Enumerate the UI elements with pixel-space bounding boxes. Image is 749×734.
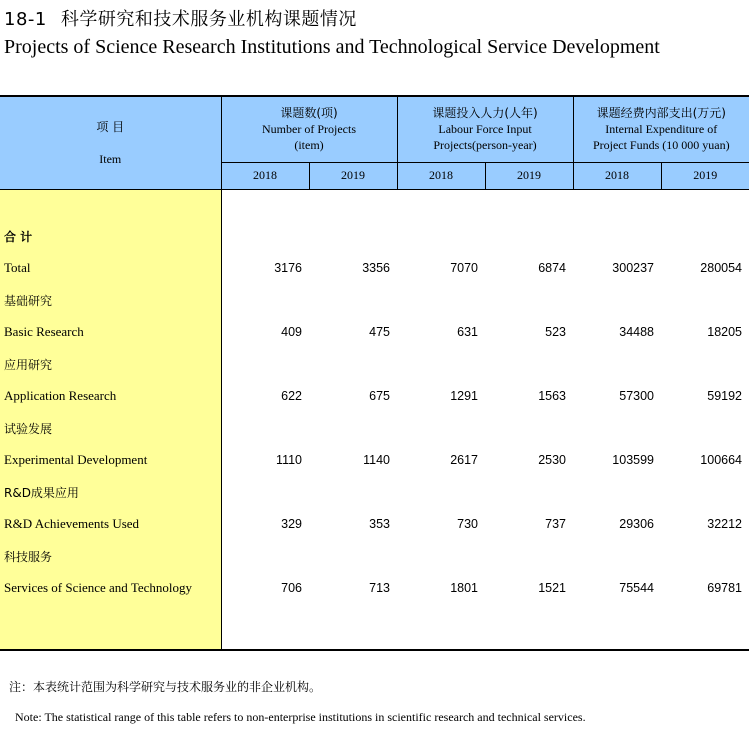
table-row-cn [0, 220, 749, 252]
cell-value: 103599 [612, 453, 655, 467]
cell-value: 737 [545, 517, 567, 531]
cell-value: 353 [369, 517, 391, 531]
row-label-en: Application Research [0, 380, 221, 412]
year-header: 2018 [397, 162, 485, 189]
cell-value: 622 [281, 389, 302, 403]
note-en: Note: The statistical range of this table refers to non-enterprise institutions in scientific research and technical services. [15, 710, 586, 724]
row-label-en: Services of Science and Technology [0, 572, 221, 604]
table-row [0, 316, 749, 348]
data-table [0, 95, 749, 651]
row-label-en: Basic Research [0, 316, 221, 348]
row-label-cn: R&D成果应用 [0, 476, 221, 508]
cell-value: 6874 [538, 261, 567, 275]
cell-value: 57300 [619, 389, 655, 403]
row-label-cn: 科技服务 [0, 540, 221, 572]
table-row-cn [0, 412, 749, 444]
cell-value: 713 [369, 581, 391, 595]
cell-value: 1110 [276, 453, 302, 467]
item-header-cn: 项 目 [96, 119, 125, 134]
group-header-cn: 课题经费内部支出(万元) [596, 106, 726, 121]
table-row-cn [0, 476, 749, 508]
year-header: 2019 [661, 162, 749, 189]
row-label-en: Experimental Development [0, 444, 221, 476]
cell-value: 300237 [612, 261, 655, 275]
cell-value: 2530 [538, 453, 567, 467]
year-header: 2018 [573, 162, 661, 189]
table-title-en: Projects of Science Research Institutions and Technological Service Development [4, 36, 660, 58]
cell-value: 18205 [707, 325, 743, 339]
item-header [0, 96, 221, 189]
row-label-cn: 应用研究 [0, 348, 221, 380]
cell-value: 32212 [707, 517, 743, 531]
header-row [0, 96, 749, 162]
row-label-cn: 试验发展 [0, 412, 221, 444]
group-header-en1: Labour Force Input [438, 122, 532, 137]
cell-value: 69781 [707, 581, 743, 595]
cell-value: 475 [369, 325, 391, 339]
group-header-labour [397, 96, 573, 162]
table-row [0, 444, 749, 476]
group-header-expenditure [573, 96, 749, 162]
group-header-cn: 课题数(项) [280, 106, 338, 121]
cell-value: 675 [369, 389, 391, 403]
group-header-en1: Number of Projects [262, 122, 356, 137]
cell-value: 523 [545, 325, 567, 339]
table-row-cn [0, 348, 749, 380]
year-header: 2018 [221, 162, 309, 189]
title-cn-text: 科学研究和技术服务业机构课题情况 [60, 9, 357, 30]
cell-value: 3176 [274, 261, 302, 275]
table-row [0, 508, 749, 540]
group-header-en2: Project Funds (10 000 yuan) [592, 138, 730, 153]
table-row [0, 252, 749, 284]
cell-value: 1521 [538, 581, 567, 595]
cell-value: 3356 [362, 261, 391, 275]
spacer-row [0, 189, 749, 220]
year-header: 2019 [485, 162, 573, 189]
group-header-en2: (item) [294, 138, 324, 153]
row-label-cn: 基础研究 [0, 284, 221, 316]
row-label-en: R&D Achievements Used [0, 508, 221, 540]
group-header-en1: Internal Expenditure of [605, 122, 718, 137]
note-cn: 注：本表统计范围为科学研究与技术服务业的非企业机构。 [9, 680, 322, 694]
cell-value: 730 [457, 517, 479, 531]
cell-value: 100664 [700, 453, 743, 467]
cell-value: 1801 [450, 581, 479, 595]
cell-value: 409 [281, 325, 302, 339]
item-header-en: Item [99, 151, 122, 166]
cell-value: 706 [281, 581, 302, 595]
cell-value: 1140 [363, 453, 391, 467]
bottom-spacer-row [0, 604, 749, 650]
row-label-en: Total [0, 252, 221, 284]
table-row [0, 572, 749, 604]
table-number: 18-1 [4, 9, 47, 30]
cell-value: 2617 [450, 453, 479, 467]
cell-value: 34488 [619, 325, 655, 339]
table-title-cn [4, 5, 357, 31]
cell-value: 280054 [700, 261, 743, 275]
group-header-en2: Projects(person-year) [433, 138, 537, 153]
year-header: 2019 [309, 162, 397, 189]
row-label-cn: 合 计 [0, 220, 221, 252]
group-header-projects [221, 96, 397, 162]
table-row [0, 380, 749, 412]
table-row-cn [0, 540, 749, 572]
cell-value: 7070 [450, 261, 479, 275]
cell-value: 1291 [450, 389, 479, 403]
cell-value: 329 [281, 517, 302, 531]
group-header-cn: 课题投入人力(人年) [432, 106, 538, 121]
cell-value: 59192 [707, 389, 743, 403]
table-row-cn [0, 284, 749, 316]
cell-value: 631 [457, 325, 479, 339]
cell-value: 75544 [619, 581, 655, 595]
cell-value: 1563 [538, 389, 567, 403]
cell-value: 29306 [619, 517, 655, 531]
